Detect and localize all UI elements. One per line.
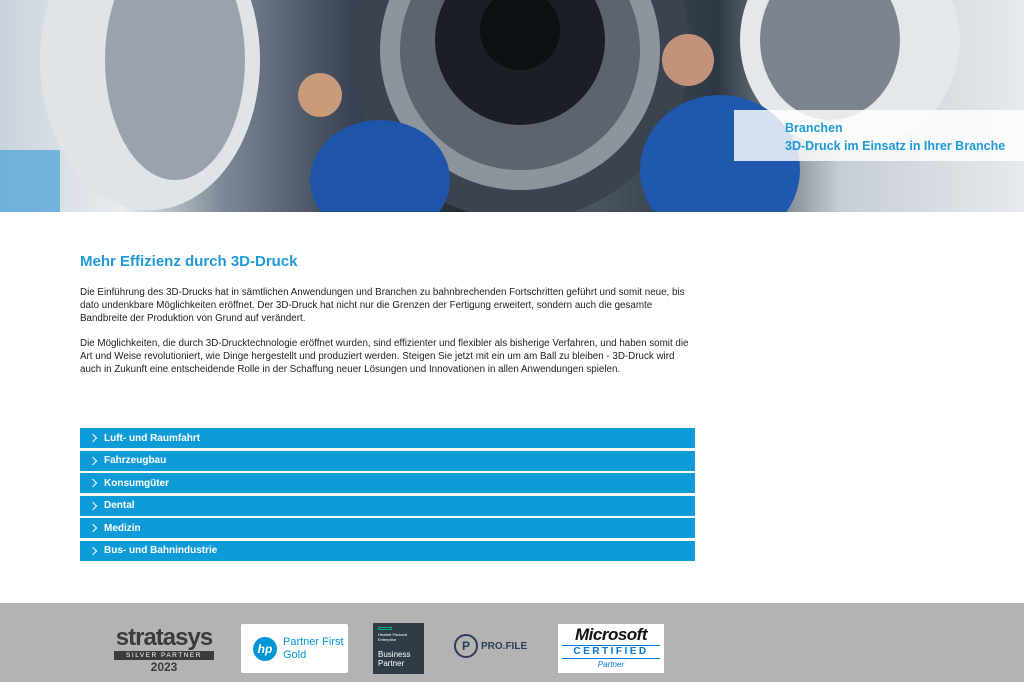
hpe-partner-logo[interactable] xyxy=(373,623,424,674)
chevron-right-icon xyxy=(89,479,97,487)
hero-caption-title[interactable]: Branchen xyxy=(785,121,843,135)
stratasys-partner-logo[interactable] xyxy=(114,626,214,674)
chevron-right-icon xyxy=(89,524,97,532)
accordion-item-luft-raumfahrt[interactable] xyxy=(80,428,695,448)
accordion-item-bus-bahn[interactable] xyxy=(80,541,695,561)
hpe-partner-line2: Partner xyxy=(378,659,405,668)
hp-logo-icon: hp xyxy=(253,637,277,661)
stratasys-year: 2023 xyxy=(150,660,178,674)
accordion-item-medizin[interactable] xyxy=(80,518,695,538)
hero-banner xyxy=(0,0,1024,212)
page-title: Mehr Effizienz durch 3D-Druck xyxy=(80,253,298,270)
hero-image xyxy=(0,0,1024,212)
stratasys-brand: stratasys xyxy=(115,624,213,651)
industries-accordion xyxy=(80,428,695,563)
profile-logo-icon: P xyxy=(454,634,478,658)
stratasys-tier: SILVER PARTNER xyxy=(114,651,214,660)
chevron-right-icon xyxy=(89,456,97,464)
accordion-item-label: Luft- und Raumfahrt xyxy=(104,432,201,444)
accordion-item-label: Dental xyxy=(104,500,135,511)
accordion-item-label: Medizin xyxy=(104,522,141,534)
accordion-item-label: Konsumgüter xyxy=(104,477,169,489)
profile-name: PRO.FILE xyxy=(481,640,528,652)
hpe-name-line1: Hewlett Packard xyxy=(378,632,408,637)
accordion-item-konsumgueter[interactable] xyxy=(80,473,695,493)
accordion-item-label: Fahrzeugbau xyxy=(104,455,167,466)
hpe-partner-line1: Business xyxy=(378,650,411,659)
intro-paragraph-2: Die Möglichkeiten, die durch 3D-Drucktechnologie eröffnet wurden, sind effizienter und flexibler als bisherige Verfahren, und haben somit die Art und Weise revolutioniert, wie Dinge hergestellt und produziert werden. Steigen Sie jetzt mit ein um am Ball zu bleiben - 3D-Druck wird auch in Zukunft eine entscheidende Rolle in der Schaffung neuer Lösungen und Innovationen in allen Anwendungen spielen. xyxy=(80,338,689,375)
accordion-item-dental[interactable] xyxy=(80,496,695,516)
microsoft-certified-logo[interactable] xyxy=(558,624,664,673)
profile-partner-logo[interactable] xyxy=(454,634,527,658)
chevron-right-icon xyxy=(89,546,97,554)
hero-caption-subtitle[interactable]: 3D-Druck im Einsatz in Ihrer Branche xyxy=(785,139,1006,153)
chevron-right-icon xyxy=(89,434,97,442)
microsoft-partner: Partner xyxy=(597,660,625,669)
hp-partner-line2: Gold xyxy=(283,648,307,661)
microsoft-name: Microsoft xyxy=(575,625,647,644)
accordion-item-fahrzeugbau[interactable] xyxy=(80,451,695,471)
hpe-name-line2: Enterprise xyxy=(378,637,397,642)
hero-caption xyxy=(734,110,1024,161)
chevron-right-icon xyxy=(89,501,97,509)
main-content xyxy=(80,253,695,388)
accordion-item-label: Bus- und Bahnindustrie xyxy=(104,545,218,556)
hpe-logo-icon xyxy=(378,627,392,630)
hp-partner-line1: Partner First xyxy=(283,635,344,648)
intro-paragraph-1: Die Einführung des 3D-Drucks hat in sämtlichen Anwendungen und Branchen zu bahnbrechenden Fortschritten geführt und somit neue, bis dato undenkbare Möglichkeiten eröffnet. Der 3D-Druck hat nicht nur die Grenzen der Fertigung erweitert, sondern auch die gesamte Bandbreite der Produktion von Grund auf verändert. xyxy=(80,287,685,324)
microsoft-certified: CERTIFIED xyxy=(562,645,660,659)
hp-partner-logo[interactable] xyxy=(241,624,348,673)
